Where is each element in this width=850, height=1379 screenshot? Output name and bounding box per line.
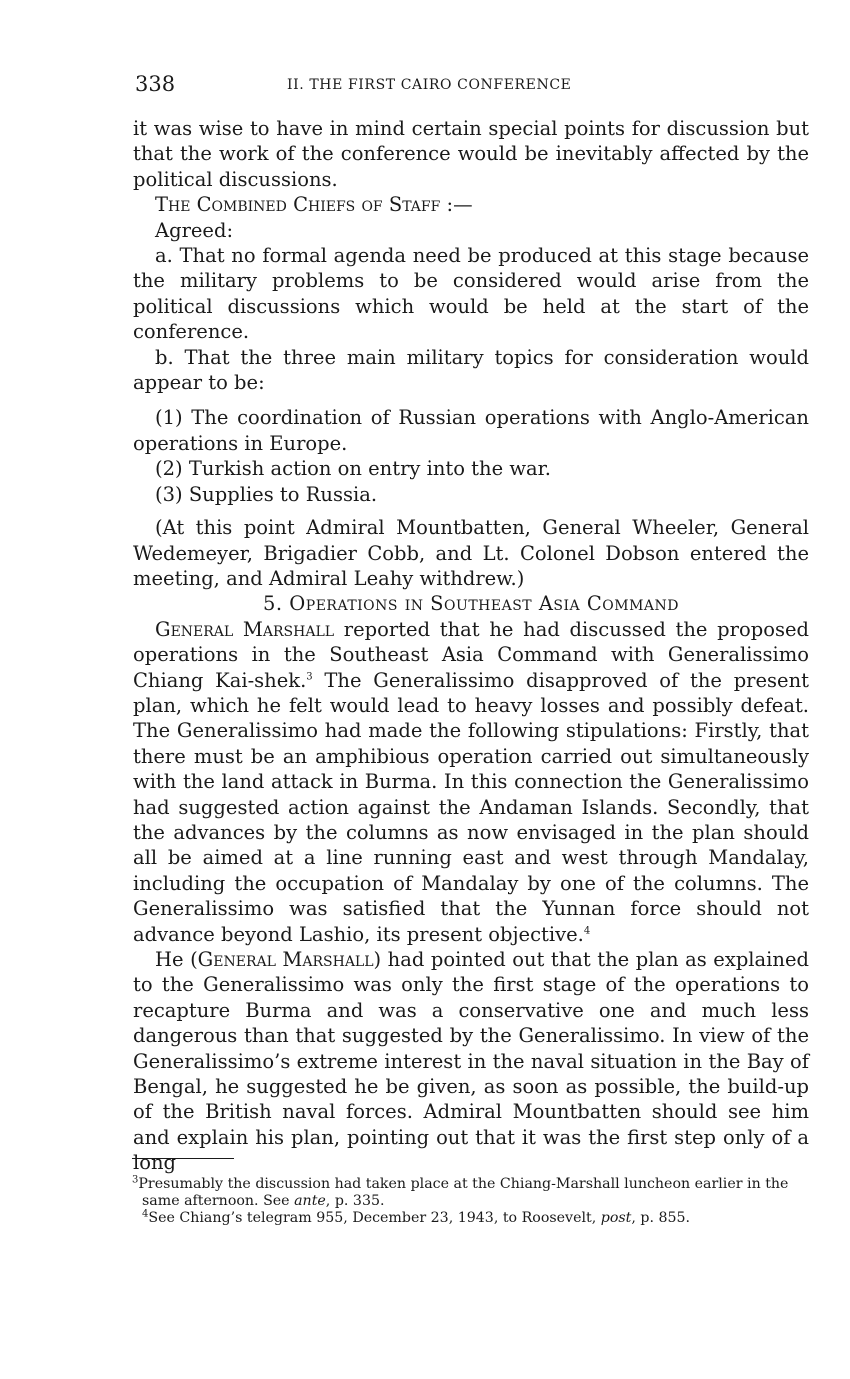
paragraph-text: The Generalissimo disapproved of the present plan, which he felt would lead to heavy losses and possibly defeat. The Generalissimo had made the following stipulations: Firstly, that there must be an amphibious operation carried out simultaneously with the land attack in Burma. In this connection the Generalissimo had suggested action against the Andaman Islands. Secondly, that the advances by the columns as now envisaged in the plan should all be aimed at a line running east and west through Mandalay, including the occupation of Mandalay by one of the columns. The Generalissimo was satisfied that the Yunnan force should not advance beyond Lashio, its present objective. <box>133 668 809 946</box>
body-text <box>133 116 809 1176</box>
topics-list <box>133 405 809 507</box>
he-paragraph <box>133 947 809 1176</box>
page-number: 338 <box>135 72 176 96</box>
ccs-label: The Combined Chiefs of Staff :— <box>155 193 473 217</box>
topic-item: (3) Supplies to Russia. <box>155 482 378 506</box>
footnote-italic: ante <box>294 1193 326 1209</box>
footnote-text: See Chiang’s telegram 955, December 23, 1943, to Roosevelt, <box>148 1210 601 1226</box>
paragraph-text: He ( <box>155 948 198 971</box>
footnote-4 <box>132 1210 807 1227</box>
agreed-label: Agreed: <box>155 218 234 242</box>
speaker-name: General Marshall <box>197 948 374 971</box>
parenthetical-note: (At this point Admiral Mountbatten, General Wheeler, General Wedemeyer, Brigadier Cobb, and Lt. Colonel Dobson entered the meeting, and Admiral Leahy withdrew.) <box>133 516 809 590</box>
topic-item: (1) The coordination of Russian operations with Anglo-American operations in Europe. <box>133 406 809 455</box>
footnote-3 <box>132 1176 807 1210</box>
paragraph-continuation: it was wise to have in mind certain special points for discussion but that the work of the conference would be inevitably affected by the political discussions. <box>133 117 809 191</box>
running-title: II. THE FIRST CAIRO CONFERENCE <box>287 77 572 93</box>
marshall-paragraph <box>133 617 809 947</box>
item-a: a. That no formal agenda need be produced at this stage because the military problems to be considered would arise from the political discussions which would be held at the start of the conference. <box>133 244 809 344</box>
footnote-ref: 4 <box>583 925 591 937</box>
footnote-marker: 4 <box>142 1208 149 1220</box>
item-b: b. That the three main military topics for consideration would appear to be: <box>133 345 809 395</box>
footnote-italic: post <box>600 1210 632 1226</box>
section-heading: 5. Operations in Southeast Asia Command <box>263 592 679 616</box>
footnote-rule <box>132 1158 234 1159</box>
paragraph-text: ) had pointed out that the plan as explained to the Generalissimo was only the first stage of the operations to recapture Burma and was a conservative one and much less dangerous than that suggested by the Generalissimo. In view of the Generalissimo’s extreme interest in the naval situation in the Bay of Bengal, he suggested he be given, as soon as possible, the build-up of the British naval forces. Admiral Mountbatten should see him and explain his plan, pointing out that it was the first step only of a long <box>133 948 809 1175</box>
footnote-text: , p. 855. <box>631 1210 691 1226</box>
topic-item: (2) Turkish action on entry into the war. <box>155 457 552 481</box>
footnote-text: Presumably the discussion had taken place at the Chiang-Marshall luncheon earlier in the same afternoon. See <box>138 1176 789 1209</box>
paragraph-text: reported that he had discussed the proposed operations in the Southeast Asia Command with Generalissimo Chiang Kai-shek. <box>133 617 809 692</box>
footnote-text: , p. 335. <box>325 1193 385 1209</box>
footnote-ref: 3 <box>306 671 313 683</box>
footnotes <box>132 1176 807 1227</box>
speaker-name: General Marshall <box>155 617 335 641</box>
page-header <box>135 72 810 102</box>
footnote-marker: 3 <box>132 1174 139 1186</box>
